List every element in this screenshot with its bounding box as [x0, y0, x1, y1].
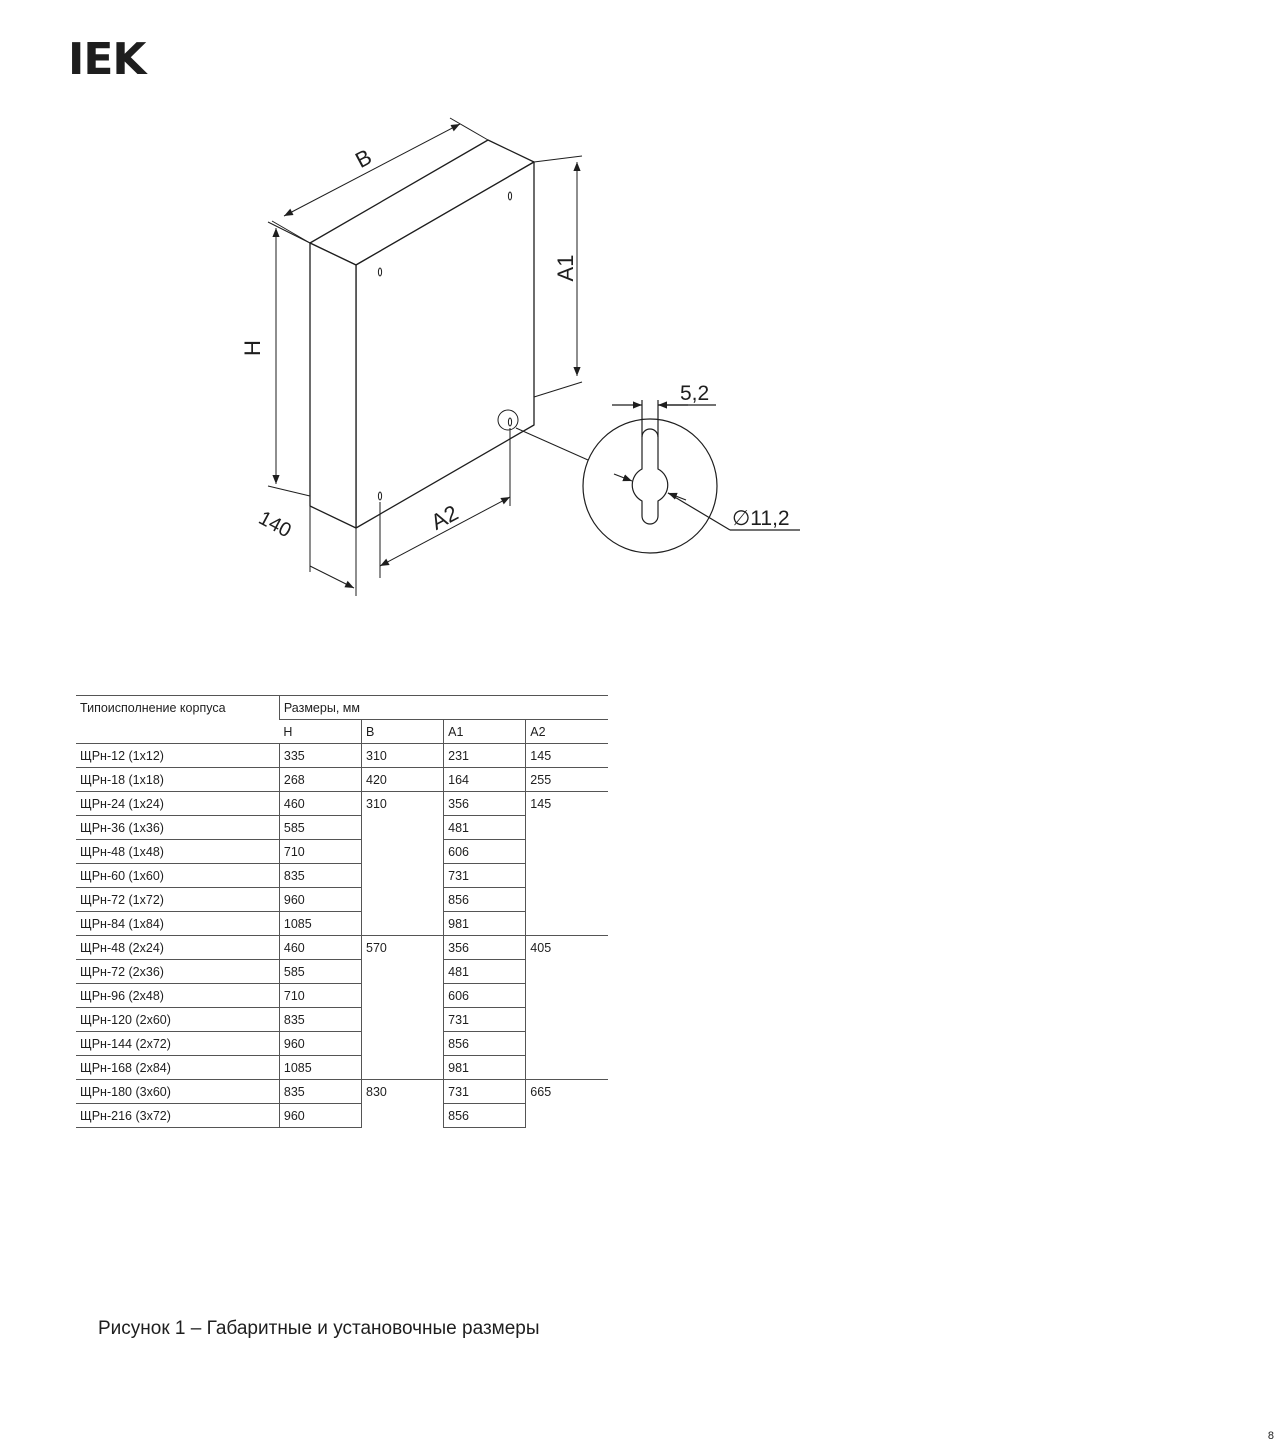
cell-b: 830: [362, 1080, 444, 1128]
cell-a1: 856: [444, 888, 526, 912]
cell-name: ЩРн-180 (3х60): [76, 1080, 279, 1104]
table-row: [76, 744, 608, 768]
cell-a1: 981: [444, 912, 526, 936]
enclosure-dimension-drawing: [0, 0, 1280, 640]
page-number: 8: [1267, 1430, 1274, 1442]
dimensions-table: [76, 695, 608, 1128]
cell-h: 835: [279, 864, 361, 888]
cell-a1: 606: [444, 840, 526, 864]
cell-a1: 731: [444, 1008, 526, 1032]
cell-name: ЩРн-24 (1х24): [76, 792, 279, 816]
cell-name: ЩРн-18 (1х18): [76, 768, 279, 792]
cell-name: ЩРн-48 (2х24): [76, 936, 279, 960]
cell-name: ЩРн-12 (1х12): [76, 744, 279, 768]
cell-h: 1085: [279, 1056, 361, 1080]
cell-b: 310: [362, 792, 444, 936]
iek-logo: IEK: [68, 34, 146, 85]
cell-name: ЩРн-144 (2х72): [76, 1032, 279, 1056]
header-sizes: Размеры, мм: [279, 696, 608, 720]
cell-b: 570: [362, 936, 444, 1080]
cell-name: ЩРн-36 (1х36): [76, 816, 279, 840]
cell-a1: 731: [444, 1080, 526, 1104]
dimension-label-depth: 140: [254, 507, 295, 543]
cell-a1: 731: [444, 864, 526, 888]
cell-h: 960: [279, 1032, 361, 1056]
table-row: [76, 936, 608, 960]
cell-a1: 231: [444, 744, 526, 768]
cell-a1: 981: [444, 1056, 526, 1080]
cell-a1: 164: [444, 768, 526, 792]
cell-h: 835: [279, 1080, 361, 1104]
cell-a1: 481: [444, 816, 526, 840]
enclosure-box: [310, 140, 534, 528]
dimension-label-a2: A2: [426, 500, 463, 535]
dimension-label-a1: A1: [553, 254, 578, 282]
cell-name: ЩРн-168 (2х84): [76, 1056, 279, 1080]
cell-h: 268: [279, 768, 361, 792]
cell-a1: 481: [444, 960, 526, 984]
cell-name: ЩРн-72 (2х36): [76, 960, 279, 984]
cell-h: 460: [279, 936, 361, 960]
cell-h: 335: [279, 744, 361, 768]
cell-h: 960: [279, 1104, 361, 1128]
keyhole-detail: [583, 400, 800, 553]
cell-b: 420: [362, 768, 444, 792]
cell-a1: 856: [444, 1032, 526, 1056]
dimension-label-b: B: [351, 143, 376, 173]
header-a2: A2: [526, 720, 608, 744]
figure-caption: Рисунок 1 – Габаритные и установочные размеры: [98, 1318, 540, 1339]
header-a1: A1: [444, 720, 526, 744]
cell-a2: 145: [526, 792, 608, 936]
cell-a2: 145: [526, 744, 608, 768]
cell-a1: 356: [444, 936, 526, 960]
cell-h: 1085: [279, 912, 361, 936]
table-row: [76, 768, 608, 792]
cell-h: 710: [279, 840, 361, 864]
cell-a1: 606: [444, 984, 526, 1008]
dimension-label-slot-width: 5,2: [680, 382, 710, 405]
table-row: [76, 792, 608, 816]
table-header-row: [76, 696, 608, 720]
cell-a1: 356: [444, 792, 526, 816]
cell-name: ЩРн-60 (1х60): [76, 864, 279, 888]
cell-name: ЩРн-48 (1х48): [76, 840, 279, 864]
dimension-label-diameter: ∅11,2: [732, 507, 790, 530]
header-h: H: [279, 720, 361, 744]
cell-h: 960: [279, 888, 361, 912]
cell-name: ЩРн-96 (2х48): [76, 984, 279, 1008]
cell-a2: 665: [526, 1080, 608, 1128]
cell-a1: 856: [444, 1104, 526, 1128]
table-row: [76, 1080, 608, 1104]
cell-b: 310: [362, 744, 444, 768]
cell-h: 460: [279, 792, 361, 816]
cell-h: 585: [279, 960, 361, 984]
cell-name: ЩРн-72 (1х72): [76, 888, 279, 912]
cell-name: ЩРн-216 (3х72): [76, 1104, 279, 1128]
cell-h: 585: [279, 816, 361, 840]
dimension-label-h: H: [240, 340, 265, 356]
cell-h: 835: [279, 1008, 361, 1032]
cell-name: ЩРн-120 (2х60): [76, 1008, 279, 1032]
cell-a2: 405: [526, 936, 608, 1080]
cell-a2: 255: [526, 768, 608, 792]
cell-h: 710: [279, 984, 361, 1008]
header-type: Типоисполнение корпуса: [76, 696, 279, 744]
cell-name: ЩРн-84 (1х84): [76, 912, 279, 936]
header-b: B: [362, 720, 444, 744]
